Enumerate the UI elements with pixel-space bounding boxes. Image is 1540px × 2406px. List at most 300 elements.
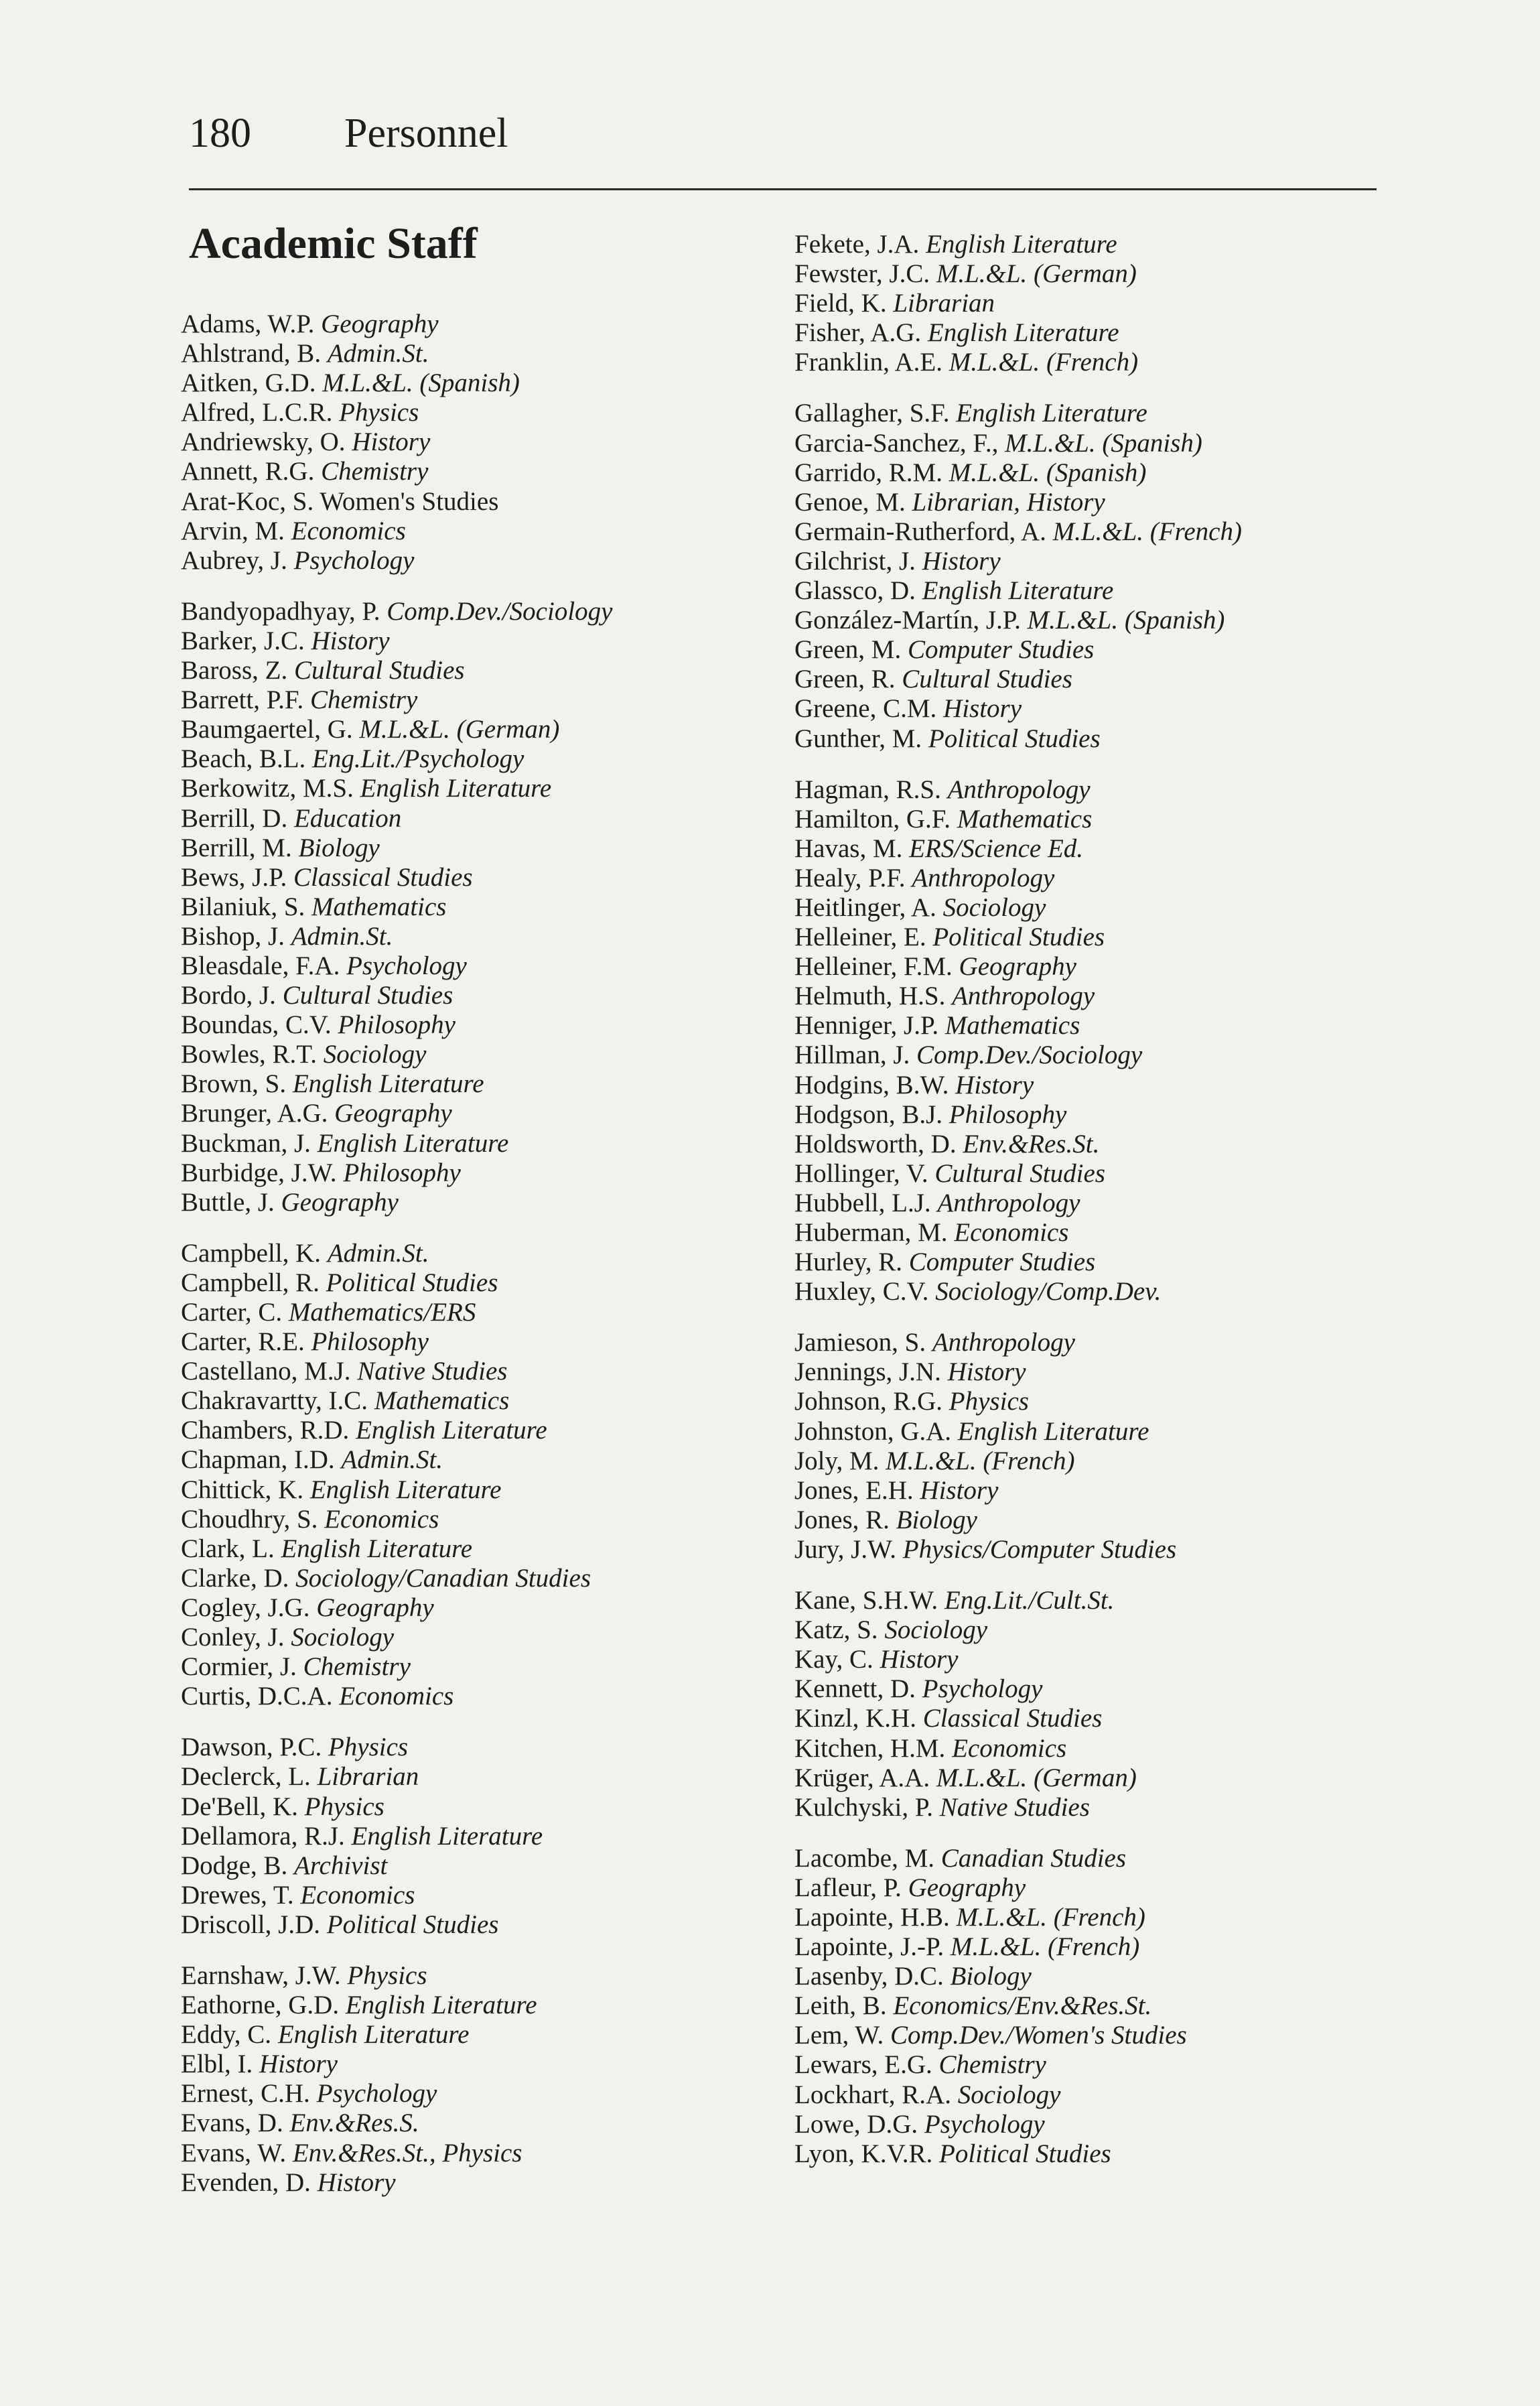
staff-department: Economics (952, 1733, 1067, 1763)
staff-entry (181, 1129, 784, 1158)
staff-entry (181, 597, 784, 626)
staff-entry (181, 1822, 784, 1851)
letter-group (181, 1961, 784, 2198)
staff-entry (794, 1586, 1384, 1615)
staff-name: Curtis, D.C.A. (181, 1682, 333, 1711)
staff-name: Heitlinger, A. (794, 892, 936, 922)
staff-entry (181, 369, 784, 398)
staff-entry (181, 1010, 784, 1040)
staff-entry (181, 1564, 784, 1593)
staff-entry (181, 1475, 784, 1505)
staff-name: Lewars, E.G. (794, 2050, 932, 2080)
staff-department: Sociology/Comp.Dev. (935, 1277, 1162, 1307)
staff-department: English Literature (922, 576, 1114, 606)
staff-entry (794, 289, 1384, 318)
staff-name: Hamilton, G.F. (794, 804, 951, 833)
staff-name: Hodgson, B.J. (794, 1099, 943, 1129)
staff-department: Env.&Res.St. (963, 1129, 1100, 1158)
staff-department: Physics (328, 1733, 409, 1762)
staff-department: Mathematics (957, 804, 1093, 833)
staff-entry (794, 805, 1384, 834)
staff-entry (181, 715, 784, 744)
staff-entry (181, 427, 784, 457)
staff-name: Eddy, C. (181, 2020, 272, 2050)
staff-entry (181, 1327, 784, 1357)
staff-name: Andriewsky, O. (181, 427, 346, 457)
staff-name: Cormier, J. (181, 1652, 297, 1682)
staff-department: Biology (896, 1505, 977, 1534)
staff-name: Kitchen, H.M. (794, 1733, 946, 1763)
staff-entry (181, 951, 784, 981)
staff-entry (794, 1793, 1384, 1822)
staff-name: Adams, W.P. (181, 310, 315, 338)
staff-department: Economics (300, 1880, 415, 1910)
staff-entry (181, 1682, 784, 1711)
staff-name: Baross, Z. (181, 656, 288, 685)
staff-entry (794, 1357, 1384, 1387)
page-number: 180 (189, 111, 251, 156)
staff-name: Castellano, M.J. (181, 1357, 351, 1386)
staff-name: Jennings, J.N. (794, 1357, 941, 1387)
staff-department: Admin.St. (291, 921, 393, 951)
staff-department: Physics (339, 398, 419, 427)
staff-name: Jones, R. (794, 1505, 890, 1534)
staff-entry (181, 1158, 784, 1188)
staff-name: Kay, C. (794, 1645, 873, 1674)
staff-name: Choudhry, S. (181, 1504, 318, 1534)
staff-name: Annett, R.G. (181, 457, 315, 486)
staff-department: Anthropology (912, 863, 1055, 892)
staff-name: Leith, B. (794, 1991, 887, 2021)
staff-department: History (947, 1357, 1026, 1387)
staff-entry (181, 922, 784, 951)
staff-department: Computer Studies (908, 1248, 1096, 1277)
staff-entry (181, 1416, 784, 1445)
staff-department: M.L.&L. (French) (950, 1932, 1140, 1962)
staff-name: Green, R. (794, 665, 896, 694)
staff-department: Mathematics (311, 892, 447, 921)
staff-department: Philosophy (343, 1158, 461, 1187)
staff-department: Physics (949, 1387, 1029, 1416)
staff-entry (794, 1535, 1384, 1564)
staff-entry (181, 744, 784, 774)
staff-entry (181, 863, 784, 892)
staff-entry (794, 1218, 1384, 1248)
staff-name: Havas, M. (794, 833, 903, 863)
staff-department: English Literature (277, 2020, 470, 2050)
staff-department: Chemistry (938, 2050, 1046, 2080)
staff-name: Ernest, C.H. (181, 2079, 310, 2109)
staff-department: Economics/Env.&Res.St. (893, 1991, 1152, 2021)
staff-name: Baumgaertel, G. (181, 715, 353, 744)
staff-department: Political Studies (326, 1268, 498, 1297)
staff-name: Berrill, M. (181, 833, 292, 862)
staff-entry (181, 546, 784, 576)
staff-name: De'Bell, K. (181, 1792, 298, 1821)
staff-entry (181, 1534, 784, 1564)
staff-name: Barker, J.C. (181, 626, 305, 655)
staff-entry (794, 1387, 1384, 1416)
staff-entry (181, 1623, 784, 1652)
staff-entry (794, 724, 1384, 754)
staff-name: Krüger, A.A. (794, 1763, 930, 1792)
letter-group (181, 1733, 784, 1940)
staff-department: Economics (324, 1504, 439, 1534)
staff-department: Env.&Res.St., Physics (292, 2138, 522, 2167)
staff-entry (794, 893, 1384, 923)
staff-department: Anthropology (932, 1328, 1075, 1357)
staff-entry (794, 517, 1384, 547)
staff-entry (794, 2110, 1384, 2139)
staff-name: Gunther, M. (794, 724, 922, 753)
staff-name: Huxley, C.V. (794, 1277, 929, 1307)
staff-entry (794, 635, 1384, 665)
staff-entry (181, 1593, 784, 1623)
staff-name: Bandyopadhyay, P. (181, 596, 380, 626)
staff-name: Hurley, R. (794, 1248, 903, 1277)
staff-entry (181, 656, 784, 685)
staff-entry (794, 488, 1384, 517)
staff-name: Aitken, G.D. (181, 369, 316, 398)
staff-entry (794, 2050, 1384, 2080)
staff-name: Bleasdale, F.A. (181, 951, 340, 980)
staff-department: History (955, 1070, 1034, 1099)
staff-name: Ahlstrand, B. (181, 339, 322, 369)
staff-department: Archivist (294, 1851, 388, 1880)
staff-department: M.L.&L. (French) (956, 1902, 1145, 1932)
staff-name: Kane, S.H.W. (794, 1586, 938, 1615)
staff-entry (181, 1910, 784, 1940)
staff-entry (181, 1188, 784, 1217)
staff-entry (794, 606, 1384, 635)
staff-name: Conley, J. (181, 1623, 285, 1652)
staff-name: Driscoll, J.D. (181, 1910, 320, 1939)
staff-entry (181, 685, 784, 715)
letter-group (794, 399, 1384, 753)
staff-entry (794, 1328, 1384, 1357)
staff-name: Garrido, R.M. (794, 458, 942, 487)
staff-entry (181, 1268, 784, 1298)
staff-entry (181, 892, 784, 922)
staff-entry (181, 1040, 784, 1069)
staff-entry (181, 339, 784, 369)
staff-department: Sociology (291, 1623, 395, 1652)
staff-department: Economics (291, 516, 406, 545)
staff-name: Joly, M. (794, 1446, 880, 1475)
staff-name: Lockhart, R.A. (794, 2080, 951, 2109)
staff-name: Chakravartty, I.C. (181, 1386, 368, 1416)
staff-department: Comp.Dev./Sociology (916, 1041, 1143, 1070)
staff-entry (181, 2020, 784, 2050)
staff-entry (794, 834, 1384, 864)
staff-department: M.L.&L. (French) (949, 348, 1139, 377)
staff-entry (794, 2021, 1384, 2050)
staff-name: Evenden, D. (181, 2167, 311, 2197)
staff-department: Librarian (893, 289, 995, 318)
staff-department: Mathematics (944, 1011, 1080, 1041)
staff-entry (794, 1189, 1384, 1218)
staff-department: Librarian (317, 1762, 419, 1792)
page-title: Academic Staff (189, 219, 478, 268)
staff-name: Green, M. (794, 635, 902, 665)
staff-name: Aubrey, J. (181, 545, 287, 575)
letter-group (181, 310, 784, 576)
staff-department: Psychology (922, 1674, 1043, 1704)
staff-entry (794, 458, 1384, 488)
staff-name: Declerck, L. (181, 1762, 311, 1792)
staff-entry (794, 982, 1384, 1011)
staff-department: M.L.&L. (German) (359, 715, 560, 744)
staff-entry (181, 1239, 784, 1268)
staff-department: Biology (298, 833, 380, 862)
staff-entry (794, 952, 1384, 982)
staff-entry (181, 1357, 784, 1386)
letter-group (794, 1844, 1384, 2169)
staff-entry (181, 774, 784, 803)
staff-name: Brown, S. (181, 1069, 287, 1099)
staff-name: Lem, W. (794, 2021, 884, 2050)
staff-name: Kennett, D. (794, 1674, 916, 1704)
staff-department: Cultural Studies (294, 656, 465, 685)
staff-entry (181, 2050, 784, 2079)
staff-name: Healy, P.F. (794, 863, 906, 892)
staff-entry (794, 1447, 1384, 1476)
staff-name: Beach, B.L. (181, 744, 306, 774)
staff-name: Bilaniuk, S. (181, 892, 305, 921)
staff-department: English Literature (309, 1475, 502, 1504)
staff-department: Political Studies (939, 2139, 1111, 2168)
staff-name: Dawson, P.C. (181, 1733, 322, 1762)
staff-entry (794, 1873, 1384, 1903)
staff-name: Greene, C.M. (794, 694, 937, 724)
staff-department: Chemistry (309, 685, 418, 715)
staff-entry (181, 833, 784, 863)
staff-department: M.L.&L. (French) (886, 1446, 1075, 1475)
staff-entry (181, 1298, 784, 1327)
staff-entry (794, 694, 1384, 724)
staff-department: English Literature (957, 1416, 1149, 1446)
staff-name: Chapman, I.D. (181, 1445, 335, 1475)
staff-name: Field, K. (794, 289, 887, 318)
staff-name: Barrett, P.F. (181, 685, 304, 715)
staff-name: Carter, C. (181, 1298, 283, 1327)
staff-entry (794, 1615, 1384, 1645)
staff-department: Philosophy (311, 1327, 429, 1357)
staff-name: Bishop, J. (181, 921, 285, 951)
staff-department: History (943, 694, 1022, 724)
staff-entry (181, 457, 784, 486)
staff-name: Alfred, L.C.R. (181, 398, 333, 427)
staff-department: History (352, 427, 431, 457)
staff-name: Kinzl, K.H. (794, 1704, 916, 1733)
staff-department: History (880, 1645, 959, 1674)
staff-department: Education (293, 803, 402, 833)
letter-group (181, 597, 784, 1217)
staff-name: Fekete, J.A. (794, 230, 920, 259)
staff-department: Anthropology (947, 775, 1091, 804)
staff-name: Genoe, M. (794, 487, 906, 517)
staff-name: Lyon, K.V.R. (794, 2139, 933, 2168)
staff-department: Cultural Studies (282, 981, 453, 1010)
staff-name: Elbl, I. (181, 2050, 253, 2079)
staff-entry (794, 1704, 1384, 1733)
staff-entry (794, 1903, 1384, 1932)
staff-department: Classical Studies (293, 862, 473, 892)
staff-entry (794, 923, 1384, 952)
running-header (189, 113, 508, 154)
staff-name: Dellamora, R.J. (181, 1821, 345, 1851)
staff-entry (794, 1277, 1384, 1307)
staff-name: Johnson, R.G. (794, 1387, 943, 1416)
staff-entry (794, 775, 1384, 805)
staff-department: Chemistry (321, 457, 429, 486)
staff-entry (181, 981, 784, 1010)
staff-department: History (311, 626, 390, 655)
staff-department: Cultural Studies (902, 665, 1072, 694)
staff-name: Clark, L. (181, 1534, 275, 1563)
staff-department: Psychology (316, 2079, 437, 2109)
staff-department: Anthropology (952, 982, 1095, 1011)
staff-name: Johnston, G.A. (794, 1416, 952, 1446)
staff-name: Buttle, J. (181, 1187, 275, 1217)
staff-department: M.L.&L. (Spanish) (1027, 606, 1225, 635)
staff-department: Native Studies (939, 1792, 1090, 1822)
staff-department: ERS/Science Ed. (909, 833, 1084, 863)
staff-name: Hagman, R.S. (794, 775, 941, 804)
staff-entry (794, 1011, 1384, 1041)
staff-entry (181, 1792, 784, 1822)
staff-department: Psychology (293, 545, 415, 575)
staff-name: Earnshaw, J.W. (181, 1960, 341, 1990)
staff-entry (794, 1476, 1384, 1506)
staff-department: English Literature (360, 774, 552, 803)
staff-name: Eathorne, G.D. (181, 1991, 340, 2020)
staff-department: Sociology/Canadian Studies (295, 1563, 591, 1593)
staff-name: Carter, R.E. (181, 1327, 305, 1357)
staff-department: Eng.Lit./Psychology (312, 744, 524, 774)
staff-department: Psychology (346, 951, 467, 980)
staff-name: Drewes, T. (181, 1880, 294, 1910)
staff-department: Geography (281, 1187, 399, 1217)
staff-entry (794, 1991, 1384, 2021)
staff-name: Garcia-Sanchez, F., (794, 428, 999, 458)
staff-entry (794, 1962, 1384, 1991)
staff-entry (794, 1506, 1384, 1535)
staff-name: Chittick, K. (181, 1475, 304, 1504)
staff-name: Gilchrist, J. (794, 546, 916, 576)
staff-entry (794, 1041, 1384, 1070)
staff-department: English Literature (292, 1069, 484, 1099)
staff-name: Gallagher, S.F. (794, 399, 950, 428)
staff-name: Fisher, A.G. (794, 318, 922, 348)
staff-name: Clarke, D. (181, 1563, 289, 1593)
staff-entry (181, 1386, 784, 1416)
staff-department: English Literature (927, 318, 1119, 348)
staff-department: Sociology (323, 1040, 427, 1069)
staff-name: Jury, J.W. (794, 1534, 897, 1564)
staff-name: Fewster, J.C. (794, 259, 930, 289)
staff-entry (794, 1417, 1384, 1447)
staff-department: English Literature (356, 1416, 547, 1445)
staff-name: Hollinger, V. (794, 1158, 928, 1188)
staff-department: Sociology (957, 2080, 1061, 2109)
staff-department: English Literature (345, 1991, 537, 2020)
staff-department: Computer Studies (907, 635, 1095, 665)
staff-name: Lacombe, M. (794, 1843, 935, 1873)
staff-name: Arat-Koc, S. (181, 486, 314, 516)
staff-name: Campbell, R. (181, 1268, 320, 1297)
staff-department: Cultural Studies (934, 1158, 1105, 1188)
staff-entry (794, 318, 1384, 348)
staff-entry (181, 1961, 784, 1991)
staff-name: Bordo, J. (181, 981, 276, 1010)
staff-entry (794, 1130, 1384, 1159)
staff-entry (794, 1734, 1384, 1763)
staff-name: Holdsworth, D. (794, 1129, 957, 1158)
staff-department: History (317, 2167, 396, 2197)
staff-department: Geography (316, 1593, 434, 1622)
staff-entry (794, 230, 1384, 259)
letter-group (794, 1328, 1384, 1564)
header-rule (189, 188, 1377, 190)
staff-department: Geography (959, 952, 1076, 982)
staff-name: Cogley, J.G. (181, 1593, 310, 1622)
staff-entry (794, 399, 1384, 428)
staff-entry (181, 1445, 784, 1475)
staff-name: Kulchyski, P. (794, 1792, 933, 1822)
staff-entry (794, 1674, 1384, 1704)
staff-entry (181, 1652, 784, 1682)
staff-entry (181, 804, 784, 833)
staff-entry (794, 1248, 1384, 1277)
letter-group (794, 1586, 1384, 1822)
staff-entry (181, 310, 784, 339)
staff-entry (794, 259, 1384, 289)
staff-name: Lapointe, J.-P. (794, 1932, 944, 1962)
staff-name: Brunger, A.G. (181, 1099, 328, 1128)
staff-name: Huberman, M. (794, 1218, 948, 1247)
staff-department: Classical Studies (922, 1704, 1103, 1733)
staff-department: Admin.St. (327, 1238, 429, 1268)
staff-name: Berrill, D. (181, 803, 288, 833)
staff-entry (794, 1932, 1384, 1962)
staff-name: Jamieson, S. (794, 1328, 926, 1357)
staff-entry (794, 2080, 1384, 2110)
staff-entry (181, 2079, 784, 2109)
staff-department: Comp.Dev./Women's Studies (890, 2021, 1187, 2050)
staff-department: M.L.&L. (Spanish) (949, 458, 1147, 487)
staff-department: History (922, 546, 1001, 576)
staff-name: Buckman, J. (181, 1128, 311, 1158)
staff-entry (181, 2109, 784, 2138)
staff-department: Admin.St. (341, 1445, 443, 1475)
staff-department: Economics (339, 1682, 454, 1711)
staff-entry (794, 665, 1384, 694)
staff-department: Env.&Res.S. (289, 2109, 419, 2138)
right-column (794, 230, 1384, 2190)
staff-entry (794, 864, 1384, 893)
staff-entry (181, 2139, 784, 2168)
staff-name: Evans, D. (181, 2109, 283, 2138)
staff-department: Political Studies (932, 923, 1105, 952)
staff-entry (794, 1071, 1384, 1100)
staff-name: Franklin, A.E. (794, 348, 942, 377)
staff-entry (794, 429, 1384, 458)
staff-name: Burbidge, J.W. (181, 1158, 337, 1187)
staff-department: Mathematics (374, 1386, 510, 1416)
staff-name: Hodgins, B.W. (794, 1070, 949, 1099)
staff-department: Economics (954, 1218, 1069, 1247)
